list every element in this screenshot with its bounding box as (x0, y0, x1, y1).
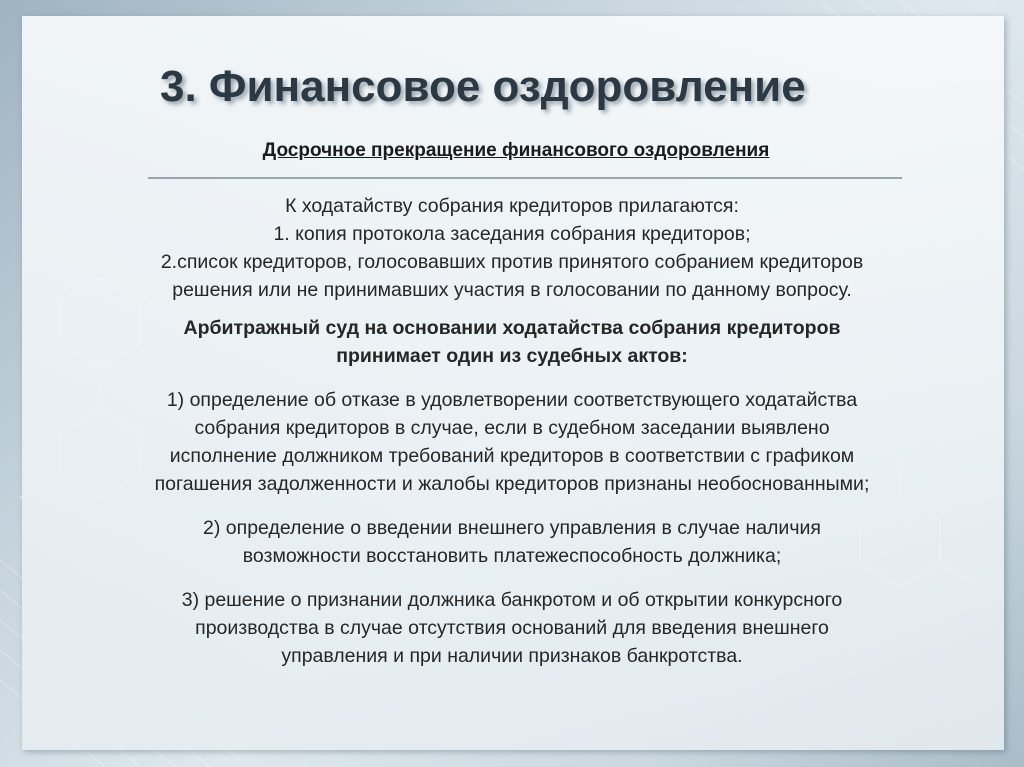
intro-line: 1. копия протокола заседания собрания кредиторов; (273, 223, 751, 245)
list-item-line: исполнение должником требований кредиторов в соответствии с графиком (169, 445, 855, 467)
slide-subtitle: Досрочное прекращение финансового оздоровления (262, 140, 770, 161)
list-item-3 (36, 586, 988, 670)
intro-line: решения или не принимавших участия в голосовании по данному вопросу. (172, 279, 852, 301)
list-item-line: погашения задолженности и жалобы кредиторов признаны необоснованными; (154, 473, 870, 495)
list-item-1 (36, 386, 988, 498)
list-item-line: 3) решение о признании должника банкротом и об открытии конкурсного (181, 589, 843, 611)
intro-block (36, 192, 988, 304)
court-heading-line: Арбитражный суд на основании ходатайства собрания кредиторов (183, 317, 841, 339)
list-item-line: производства в случае отсутствия оснований для введения внешнего (195, 617, 829, 639)
slide-title: 3. Финансовое оздоровление (160, 62, 806, 111)
list-item-line: 2) определение о введении внешнего управления в случае наличия (203, 517, 821, 539)
list-item-line: возможности восстановить платежеспособность должника; (242, 545, 782, 567)
list-item-line: управления и при наличии признаков банкротства. (281, 645, 743, 667)
subtitle-divider (148, 177, 902, 179)
court-heading-line: принимает один из судебных актов: (336, 345, 688, 367)
list-item-line: собрания кредиторов в случае, если в судебном заседании выявлено (194, 417, 830, 439)
intro-line: 2.список кредиторов, голосовавших против принятого собранием кредиторов (160, 251, 864, 273)
list-item-line: 1) определение об отказе в удовлетворении соответствующего ходатайства (166, 389, 858, 411)
court-heading (36, 314, 988, 370)
list-item-2 (36, 514, 988, 570)
slide-content (36, 192, 988, 670)
intro-line: К ходатайству собрания кредиторов прилагаются: (285, 195, 739, 217)
